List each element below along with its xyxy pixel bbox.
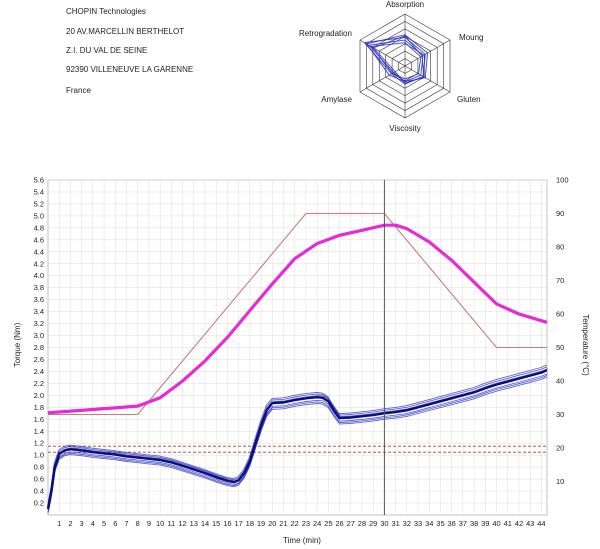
x-tick-label: 44 [537,519,546,528]
x-tick-label: 29 [369,519,378,528]
y-left-tick-label: 1.2 [33,438,44,448]
y-left-tick-label: 3.0 [33,331,44,341]
x-tick-label: 16 [223,519,232,528]
y-left-tick-label: 3.4 [33,307,44,317]
radar-axis-label: Moung [459,33,484,42]
y-left-tick-label: 0.2 [33,498,44,508]
x-tick-label: 34 [425,519,434,528]
y-left-tick-label: 4.6 [33,235,44,245]
x-tick-label: 43 [526,519,535,528]
x-tick-label: 2 [68,519,73,528]
x-tick-label: 30 [380,519,389,528]
x-tick-label: 27 [346,519,355,528]
y-left-tick-label: 3.2 [33,319,44,329]
y-left-tick-label: 4.8 [33,223,44,233]
x-tick-label: 39 [481,519,490,528]
y-left-tick-label: 1.0 [33,450,44,460]
x-tick-label: 10 [155,519,165,528]
x-tick-label: 22 [290,519,299,528]
x-tick-label: 6 [113,519,118,528]
x-tick-label: 36 [447,519,456,528]
x-tick-label: 21 [279,519,288,528]
x-tick-label: 4 [90,519,95,528]
x-tick-label: 33 [413,519,423,528]
x-tick-label: 14 [200,519,210,528]
y-left-tick-label: 2.8 [33,343,44,352]
x-tick-label: 40 [492,519,501,528]
y-left-tick-label: 5.0 [33,211,44,221]
y-left-tick-label: 0.8 [33,462,44,472]
x-tick-label: 32 [402,519,412,528]
radar-axis-label: Gluten [457,95,481,104]
radar-axis-label: Absorption [385,0,425,9]
company-name: CHOPIN Technologies [66,7,146,16]
x-tick-label: 41 [503,519,512,528]
x-tick-label: 20 [268,519,277,528]
radar-axis-label: Viscosity [389,124,421,133]
x-tick-label: 24 [312,519,322,528]
y-left-tick-label: 5.4 [33,187,44,197]
x-tick-label: 42 [514,519,524,528]
y-right-tick-label: 20 [556,443,565,453]
y-left-tick-label: 0.6 [33,474,44,484]
x-tick-label: 37 [458,519,468,528]
x-tick-label: 23 [301,519,311,528]
radar-axis-label: Amylase [321,95,352,104]
x-tick-label: 35 [436,519,445,528]
x-tick-label: 17 [234,519,243,528]
radar-axis-label: Retrogradation [299,29,352,38]
y-left-tick-label: 1.6 [33,414,44,424]
y-right-tick-label: 60 [556,309,565,319]
y-left-tick-label: 2.6 [33,354,44,364]
x-tick-label: 19 [256,519,266,528]
y-left-tick-label: 5.6 [33,175,44,185]
y-axis-left-title: Torque (Nm) [13,322,22,368]
x-tick-label: 26 [335,519,344,528]
x-tick-label: 13 [189,519,198,528]
x-tick-label: 8 [135,519,140,528]
plot-grid [48,180,547,515]
address-line-1: 20 AV.MARCELLIN BERTHELOT [66,27,185,36]
x-tick-label: 12 [178,519,187,528]
y-left-tick-label: 5.2 [33,199,44,209]
address-line-3: 92390 VILLENEUVE LA GARENNE [66,65,194,74]
address-country: France [66,86,91,95]
x-tick-label: 31 [391,519,400,528]
x-tick-label: 5 [101,519,107,528]
x-tick-label: 7 [124,519,129,528]
y-axis-right-title: Temperature (°C) [581,314,590,376]
y-right-tick-label: 100 [556,175,569,185]
y-left-tick-label: 2.2 [33,378,44,388]
y-right-tick-label: 40 [556,376,565,386]
y-right-tick-label: 80 [556,242,565,252]
x-tick-label: 9 [146,519,152,528]
y-right-tick-label: 50 [556,343,565,352]
x-axis-title: Time (min) [283,536,321,545]
address-line-2: Z.I. DU VAL DE SEINE [66,46,148,55]
x-tick-label: 11 [167,519,176,528]
x-tick-label: 3 [79,519,84,528]
y-left-tick-label: 3.8 [33,283,44,293]
x-tick-label: 1 [57,519,62,528]
y-left-tick-label: 1.4 [33,426,44,436]
y-left-tick-label: 2.0 [33,390,44,400]
y-right-tick-label: 10 [556,477,565,486]
y-left-tick-label: 2.4 [33,366,44,376]
y-left-tick-label: 3.6 [33,295,44,305]
x-tick-label: 38 [469,519,479,528]
y-right-tick-label: 90 [556,209,565,218]
y-left-tick-label: 1.8 [33,402,44,412]
y-left-tick-label: 0.4 [33,486,44,496]
x-tick-label: 15 [212,519,221,528]
x-tick-label: 28 [357,519,367,528]
y-left-tick-label: 4.4 [33,247,44,257]
x-tick-label: 25 [324,519,333,528]
y-right-tick-label: 30 [556,410,565,419]
y-left-tick-label: 4.0 [33,271,44,281]
y-left-tick-label: 4.2 [33,259,44,269]
y-right-tick-label: 70 [556,276,565,285]
x-tick-label: 18 [245,519,255,528]
